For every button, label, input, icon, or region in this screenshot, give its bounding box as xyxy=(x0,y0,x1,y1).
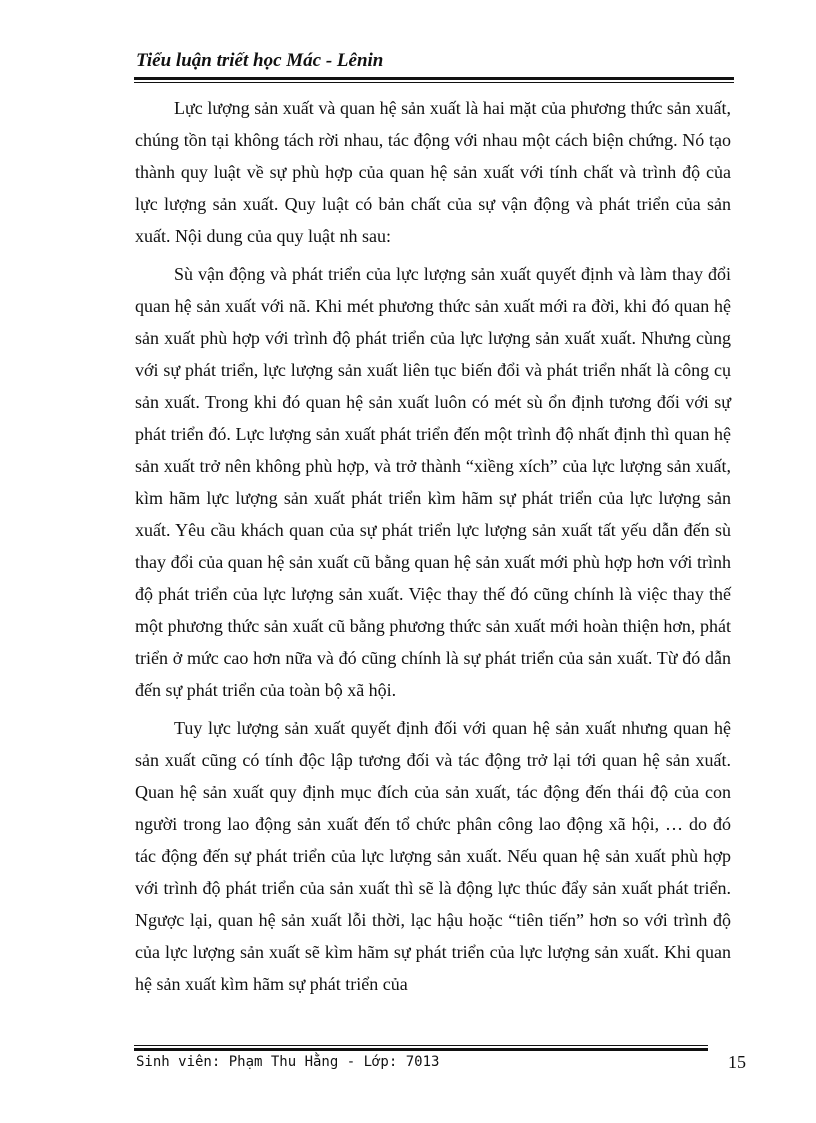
header-rule xyxy=(134,77,734,80)
header-rule-thin xyxy=(134,82,734,83)
body-text xyxy=(135,92,731,1006)
paragraph-3: Tuy lực lượng sản xuất quyết định đối với quan hệ sản xuất nhưng quan hệ sản xuất cũng có tính độc lập tương đối và tác động trở lại tới quan hệ sản xuất. Quan hệ sản xuất quy định mục đích của sản xuất, tác động đến thái độ của con người trong lao động sản xuất đến tổ chức phân công lao động xã hội, … do đó tác động đến sự phát triển của lực lượng sản xuất. Nếu quan hệ sản xuất phù hợp với trình độ phát triển của sản xuất thì sẽ là động lực thúc đẩy sản xuất phát triển. Ngược lại, quan hệ sản xuất lỗi thời, lạc hậu hoặc “tiên tiến” hơn so với trình độ của lực lượng sản xuất sẽ kìm hãm sự phát triển của lực lượng sản xuất. Khi quan hệ sản xuất kìm hãm sự phát triển của xyxy=(135,718,731,994)
header-title: Tiểu luận triết học Mác - Lênin xyxy=(136,50,384,71)
footer-rule-thin xyxy=(134,1045,708,1046)
paragraph-2: Sù vận động và phát triển của lực lượng sản xuất quyết định và làm thay đổi quan hệ sản xuất với nã. Khi mét phương thức sản xuất mới ra đời, khi đó quan hệ sản xuất phù hợp với trình độ phát triển của lực lượng sản xuất xuất. Nhưng cùng với sự phát triển, lực lượng sản xuất liên tục biến đổi và phát triển nhất là công cụ sản xuất. Trong khi đó quan hệ sản xuất luôn có mét sù ổn định tương đối với sự phát triển đó. Lực lượng sản xuất phát triển đến một trình độ nhất định thì quan hệ sản xuất trở nên không phù hợp, và trở thành “xiềng xích” của lực lượng sản xuất, kìm hãm lực lượng sản xuất phát triển kìm hãm sự phát triển của lực lượng sản xuất. Yêu cầu khách quan của sự phát triển lực lượng sản xuất tất yếu dẫn đến sù thay đổi của quan hệ sản xuất cũ bằng quan hệ sản xuất mới phù hợp hơn với trình độ phát triển của lực lượng sản xuất. Việc thay thế đó cũng chính là việc thay thế một phương thức sản xuất cũ bằng phương thức sản xuất mới hoàn thiện hơn, phát triển ở mức cao hơn nữa và đó cũng chính là sự phát triển của sản xuất. Từ đó dẫn đến sự phát triển của toàn bộ xã hội. xyxy=(135,264,731,700)
footer-student-info: Sinh viên: Phạm Thu Hằng - Lớp: 7013 xyxy=(136,1054,440,1070)
footer-rule xyxy=(134,1048,708,1051)
paragraph-1: Lực lượng sản xuất và quan hệ sản xuất là hai mặt của phương thức sản xuất, chúng tồn tại không tách rời nhau, tác động với nhau một cách biện chứng. Nó tạo thành quy luật về sự phù hợp của quan hệ sản xuất với tính chất và trình độ của lực lượng sản xuất. Quy luật có bản chất của sự vận động và phát triển của sản xuất. Nội dung của quy luật nh sau: xyxy=(135,98,731,246)
page-number: 15 xyxy=(728,1052,746,1072)
